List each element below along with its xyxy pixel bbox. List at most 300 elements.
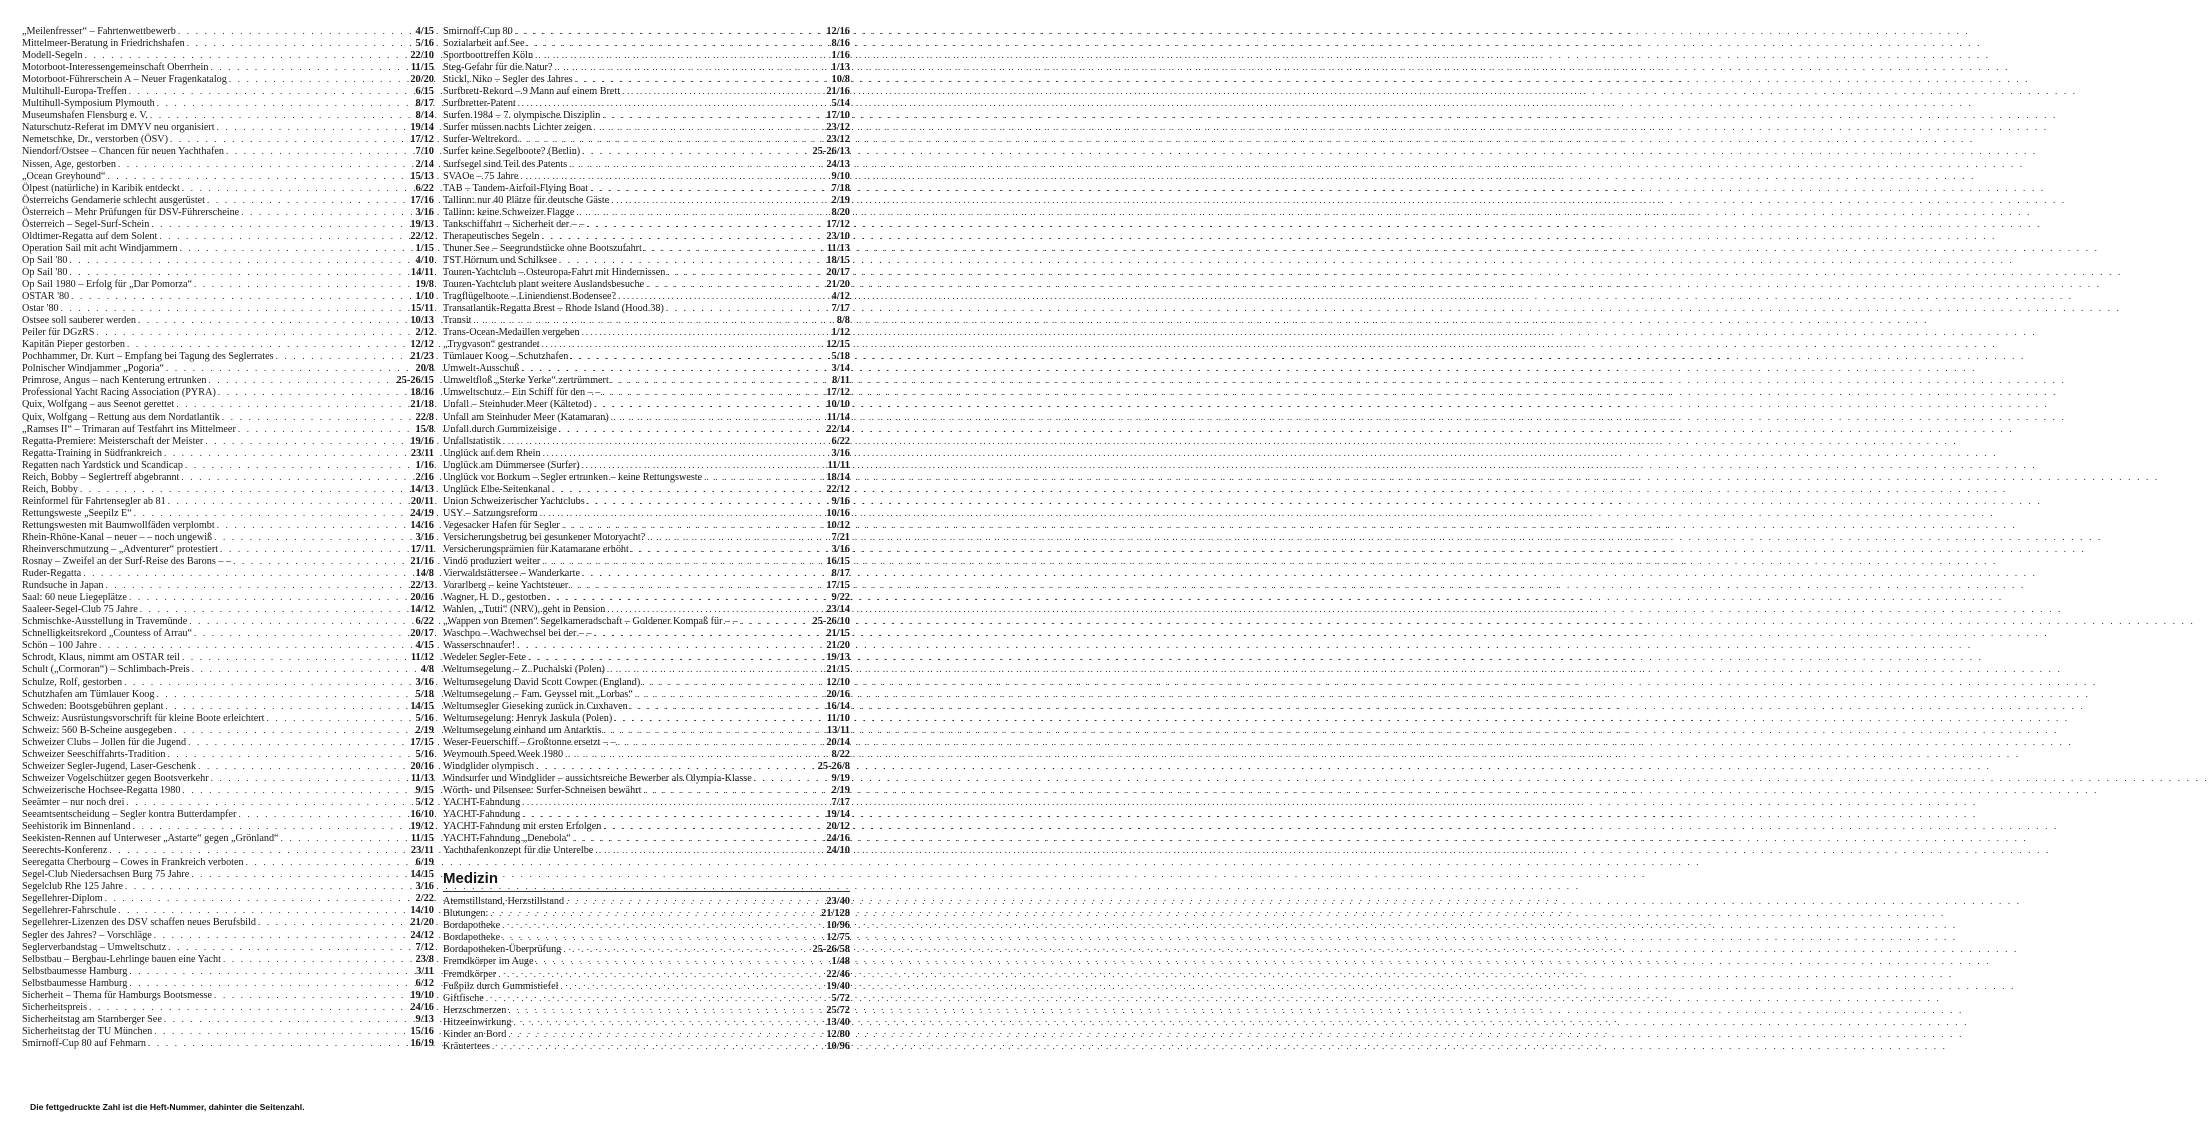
entry-issue-page: 10/96 <box>826 920 850 932</box>
dot-leader <box>536 760 816 772</box>
entry-title: Regatta-Premiere: Meisterschaft der Meister <box>22 435 204 447</box>
entry-title: Surfbretter-Patent <box>443 98 516 110</box>
entry-issue-page: 25/72 <box>826 1004 850 1016</box>
entry-title: Vegesacker Hafen für Segler <box>443 519 560 531</box>
entry-title: Op Sail 1980 – Erfolg für „Dar Pomorza“ <box>22 278 193 290</box>
entry-title: Seeregatta Cherbourg – Cowes in Frankreich verboten <box>22 857 244 869</box>
index-entry <box>443 943 850 955</box>
index-entry <box>443 676 850 688</box>
entry-title: Tallinn: keine Schweizer Flagge <box>443 206 575 218</box>
entry-issue-page: 15/8 <box>415 423 434 435</box>
dot-leader <box>503 435 830 447</box>
entry-issue-page: 21/20 <box>410 917 434 929</box>
entry-title: Schweizer Clubs – Jollen für die Jugend <box>22 736 187 748</box>
entry-title: Steg-Gefahr für die Natur? <box>443 62 553 74</box>
index-entry <box>22 25 434 37</box>
entry-issue-page: 24/16 <box>826 833 850 845</box>
entry-issue-page: 17/10 <box>826 110 850 122</box>
index-entry <box>22 688 434 700</box>
entry-issue-page: 21/23 <box>410 351 434 363</box>
index-entry <box>22 567 434 579</box>
entry-title: TAB – Tandem-Airfoil-Flying Boat <box>443 182 589 194</box>
index-entry <box>22 61 434 73</box>
entry-issue-page: 24/12 <box>410 929 434 941</box>
dot-leader <box>543 447 830 459</box>
entry-title: Surfen 1984 – 7. olympische Disziplin <box>443 110 601 122</box>
index-entry <box>22 965 434 977</box>
index-entry <box>443 567 850 579</box>
index-entry <box>443 242 850 254</box>
index-entry <box>443 314 850 326</box>
dot-leader <box>166 362 414 374</box>
entry-issue-page: 25-26/13 <box>812 146 850 158</box>
entry-issue-page: 6/22 <box>831 435 850 447</box>
dot-leader <box>192 663 419 675</box>
dot-leader <box>520 170 829 182</box>
entry-title: Unfall durch Gummizeisige <box>443 423 557 435</box>
dot-leader <box>586 218 824 230</box>
entry-issue-page: 14/8 <box>415 568 434 580</box>
entry-issue-page: 13/40 <box>826 1016 850 1028</box>
entry-issue-page: 9/16 <box>831 495 850 507</box>
index-entry <box>22 483 434 495</box>
dot-leader <box>474 314 835 326</box>
entry-title: Waschpo – Wachwechsel bei der – – <box>443 628 592 640</box>
entry-issue-page: 3/16 <box>831 447 850 459</box>
index-page <box>0 0 864 1130</box>
entry-title: Regatta-Training in Südfrankreich <box>22 447 162 459</box>
entry-title: Sicherheitstag am Starnberger See <box>22 1013 162 1025</box>
entry-issue-page: 7/10 <box>415 146 434 158</box>
entry-issue-page: 10/96 <box>826 1040 850 1052</box>
entry-issue-page: 8/17 <box>415 98 434 110</box>
entry-issue-page: 21/128 <box>821 908 850 920</box>
dot-leader <box>83 567 413 579</box>
dot-leader <box>181 471 413 483</box>
entry-title: Segler des Jahres? – Vorschläge <box>22 929 152 941</box>
entry-issue-page: 10/12 <box>826 519 850 531</box>
dot-leader <box>194 627 408 639</box>
index-entry <box>443 507 850 519</box>
entry-issue-page: 14/15 <box>410 869 434 881</box>
index-entry <box>22 218 434 230</box>
entry-issue-page: 7/17 <box>831 303 850 315</box>
dot-leader <box>502 919 824 931</box>
entry-issue-page: 17/12 <box>826 218 850 230</box>
entry-issue-page: 25-26/58 <box>812 944 850 956</box>
index-entry <box>22 411 434 423</box>
index-entry <box>443 170 850 182</box>
entry-title: Bordapotheke <box>443 920 501 932</box>
dot-leader <box>611 194 829 206</box>
dot-leader <box>129 977 413 989</box>
medizin-heading: Medizin <box>443 870 498 888</box>
entry-issue-page: 8/17 <box>831 568 850 580</box>
entry-issue-page: 6/22 <box>415 182 434 194</box>
dot-leader <box>570 350 829 362</box>
index-entry <box>443 772 850 784</box>
entry-issue-page: 21/15 <box>826 664 850 676</box>
index-entry <box>443 736 850 748</box>
entry-title: Schön – 100 Jahre <box>22 640 97 652</box>
dot-leader <box>133 820 409 832</box>
dot-leader <box>154 1025 408 1037</box>
index-entry <box>22 929 434 941</box>
index-entry <box>22 892 434 904</box>
index-entry <box>443 895 850 907</box>
entry-title: Schweiz: Ausrüstungsvorschrift für kleine Boote erleichtert <box>22 712 265 724</box>
dot-leader <box>188 736 408 748</box>
entry-issue-page: 14/12 <box>410 604 434 616</box>
entry-issue-page: 23/11 <box>410 447 434 459</box>
dot-leader <box>603 724 824 736</box>
dot-leader <box>187 37 414 49</box>
dot-leader <box>125 880 414 892</box>
entry-issue-page: 19/14 <box>410 122 434 134</box>
dot-leader <box>611 411 825 423</box>
index-entry <box>443 919 850 931</box>
entry-title: Unglück Elbe-Seitenkanal <box>443 483 551 495</box>
entry-issue-page: 15/16 <box>410 1025 434 1037</box>
entry-issue-page: 16/14 <box>826 700 850 712</box>
index-entry <box>443 688 850 700</box>
entry-title: Fremdkörper im Auge <box>443 956 534 968</box>
dot-leader <box>80 483 408 495</box>
entry-issue-page: 13/11 <box>826 724 850 736</box>
index-entry <box>443 374 850 386</box>
dot-leader <box>214 531 413 543</box>
entry-issue-page: 23/40 <box>826 896 850 908</box>
dot-leader <box>563 943 810 955</box>
index-entry <box>443 194 850 206</box>
dot-leader <box>106 579 409 591</box>
index-entry <box>443 531 850 543</box>
entry-title: Peiler für DGzRS <box>22 327 95 339</box>
entry-title: Österreich – Mehr Prüfungen für DSV-Führerscheine <box>22 206 240 218</box>
dot-leader <box>168 495 409 507</box>
entry-title: Weltumsegelung – Fam. Geyssel mit „Lorbas“ <box>443 688 633 700</box>
entry-title: Rundsuche in Japan <box>22 580 104 592</box>
entry-title: Schweizer Segler-Jugend, Laser-Geschenk <box>22 760 197 772</box>
index-entry <box>443 760 850 772</box>
dot-leader <box>559 423 825 435</box>
entry-title: Saaleer-Segel-Club 75 Jahre <box>22 604 138 616</box>
index-entry <box>443 145 850 157</box>
entry-issue-page: 7/12 <box>415 941 434 953</box>
entry-title: Surfbrett-Rekord – 9 Mann auf einem Brett <box>443 86 621 98</box>
index-entry <box>443 796 850 808</box>
entry-title: Quix, Wolfgang – aus Seenot gerettet <box>22 399 175 411</box>
entry-issue-page: 20/11 <box>410 495 434 507</box>
dot-leader <box>174 724 413 736</box>
entry-title: Sozialarbeit auf See <box>443 38 525 50</box>
index-entry <box>443 832 850 844</box>
entry-title: Quix, Wolfgang – Rettung aus dem Nordatlantik <box>22 411 220 423</box>
dot-leader <box>590 182 829 194</box>
entry-issue-page: 24/16 <box>410 1001 434 1013</box>
index-entry <box>22 471 434 483</box>
entry-issue-page: 3/16 <box>415 531 434 543</box>
dot-leader <box>71 290 413 302</box>
index-entry <box>443 1004 850 1016</box>
entry-title: Motorboot-Interessengemeinschaft Oberrhein <box>22 62 209 74</box>
entry-issue-page: 2/19 <box>415 724 434 736</box>
dot-leader <box>281 832 409 844</box>
index-entry <box>443 447 850 459</box>
entry-issue-page: 18/14 <box>826 471 850 483</box>
entry-title: Seeämter – nur noch drei <box>22 797 125 808</box>
entry-issue-page: 7/21 <box>831 531 850 543</box>
entry-title: Wasserschnaufer! <box>443 640 516 652</box>
index-entry <box>443 302 850 314</box>
entry-issue-page: 21/18 <box>410 399 434 411</box>
entry-issue-page: 7/18 <box>831 182 850 194</box>
entry-issue-page: 22/10 <box>410 50 434 62</box>
dot-leader <box>118 904 408 916</box>
dot-leader <box>542 555 824 567</box>
entry-title: Touren-Yachtclub plant weitere Auslandsbesuche <box>443 278 645 290</box>
entry-title: USY – Satzungsreform <box>443 507 538 519</box>
entry-title: Tragflügelboote – Liniendienst Bodensee? <box>443 291 617 303</box>
index-entry <box>22 868 434 880</box>
dot-leader <box>99 639 414 651</box>
dot-leader <box>540 507 825 519</box>
index-entry <box>443 955 850 967</box>
entry-title: Herzschmerzen <box>443 1004 507 1016</box>
index-entry <box>22 423 434 435</box>
dot-leader <box>168 941 413 953</box>
index-entry <box>443 931 850 943</box>
index-entry <box>443 61 850 73</box>
entry-issue-page: 21/20 <box>826 640 850 652</box>
index-entry <box>22 712 434 724</box>
dot-leader <box>576 206 829 218</box>
dot-leader <box>229 73 408 85</box>
index-entry <box>443 218 850 230</box>
index-entry <box>22 398 434 410</box>
index-entry <box>443 326 850 338</box>
dot-leader <box>164 1013 414 1025</box>
entry-title: Sicherheitstag der TU München <box>22 1025 153 1037</box>
dot-leader <box>548 591 829 603</box>
index-entry <box>22 676 434 688</box>
dot-leader <box>246 856 414 868</box>
entry-title: Selbstbaumesse Hamburg <box>22 965 128 977</box>
dot-leader <box>522 808 824 820</box>
entry-issue-page: 2/22 <box>415 893 434 905</box>
index-entry <box>22 808 434 820</box>
index-entry <box>22 194 434 206</box>
dot-leader <box>222 411 414 423</box>
dot-leader <box>573 832 825 844</box>
entry-issue-page: 9/22 <box>831 592 850 604</box>
entry-issue-page: 21/20 <box>826 278 850 290</box>
entry-title: Ölpest (natürliche) in Karibik entdeckt <box>22 182 180 194</box>
entry-title: Fremdkörper <box>443 968 497 980</box>
index-entry <box>443 627 850 639</box>
entry-title: „Meilenfresser“ – Fahrtenwettbewerb <box>22 26 176 37</box>
dot-leader <box>562 519 825 531</box>
footnote: Die fettgedruckte Zahl ist die Heft-Nummer, dahinter die Seitenzahl. <box>30 1102 305 1112</box>
entry-title: Sportboottreffen Köln <box>443 50 534 62</box>
entry-issue-page: 22/8 <box>415 411 434 423</box>
entry-title: Multihull-Symposium Plymouth <box>22 98 155 110</box>
index-entry <box>22 182 434 194</box>
dot-leader <box>643 784 829 796</box>
entry-title: Kräutertees <box>443 1040 490 1052</box>
dot-leader <box>594 398 825 410</box>
entry-issue-page: 23/8 <box>415 953 434 965</box>
entry-title: Unfall – Steinhuder Meer (Kältetod) <box>443 399 592 411</box>
dot-leader <box>198 760 408 772</box>
entry-issue-page: 20/16 <box>410 760 434 772</box>
entry-issue-page: 12/15 <box>826 339 850 351</box>
dot-leader <box>582 459 826 471</box>
entry-issue-page: 25-26/10 <box>812 616 850 628</box>
section-gap <box>443 856 850 866</box>
entry-issue-page: 17/15 <box>410 736 434 748</box>
dot-leader <box>61 302 409 314</box>
entry-title: Ruder-Regatta <box>22 568 82 580</box>
entry-title: Unfallstatistik <box>443 435 501 447</box>
index-entry <box>22 109 434 121</box>
entry-title: Segelclub Rhe 125 Jahre <box>22 881 123 893</box>
entry-title: Niendorf/Ostsee – Chancen für neuen Yachthafen <box>22 146 224 158</box>
index-entry <box>22 97 434 109</box>
dot-leader <box>513 1016 824 1028</box>
dot-leader <box>241 206 413 218</box>
index-entry <box>443 158 850 170</box>
entry-title: Surfer-Weltrekord <box>443 134 518 146</box>
entry-title: Seerechts-Konferenz <box>22 845 108 857</box>
dot-leader <box>528 651 824 663</box>
index-entry <box>443 73 850 85</box>
index-entry <box>22 772 434 784</box>
dot-leader <box>486 992 830 1004</box>
entry-issue-page: 4/15 <box>415 640 434 652</box>
index-entry <box>443 591 850 603</box>
index-entry <box>443 784 850 796</box>
entry-issue-page: 24/13 <box>826 158 850 170</box>
dot-leader <box>492 1040 824 1052</box>
dot-leader <box>217 121 409 133</box>
entry-issue-page: 1/16 <box>831 50 850 62</box>
entry-issue-page: 5/72 <box>831 992 850 1004</box>
index-entry <box>22 362 434 374</box>
dot-leader <box>498 968 824 980</box>
entry-title: Transatlantik-Regatta Brest – Rhode Island (Hood 38) <box>443 303 664 315</box>
entry-title: Kapitän Pieper gestorben <box>22 339 125 351</box>
entry-issue-page: 8/20 <box>831 206 850 218</box>
index-entry <box>443 603 850 615</box>
index-entry <box>443 820 850 832</box>
dot-leader <box>159 230 408 242</box>
index-entry <box>22 615 434 627</box>
index-entry <box>22 170 434 182</box>
index-entry <box>22 254 434 266</box>
dot-leader <box>582 326 830 338</box>
entry-issue-page: 2/19 <box>831 784 850 796</box>
entry-issue-page: 17/12 <box>410 134 434 146</box>
entry-title: Surfer keine Segelboote? (Berlin) <box>443 146 581 158</box>
entry-issue-page: 24/10 <box>826 845 850 857</box>
dot-leader <box>582 567 830 579</box>
entry-title: Op Sail '80 <box>22 254 68 266</box>
entry-issue-page: 4/10 <box>415 254 434 266</box>
entry-title: Weser-Feuerschiff – Großtonne ersetzt – – <box>443 736 616 748</box>
right-index-entries <box>443 25 850 856</box>
entry-issue-page: 8/16 <box>831 38 850 50</box>
entry-title: Hitzeeinwirkung <box>443 1016 512 1028</box>
entry-issue-page: 23/10 <box>826 230 850 242</box>
entry-issue-page: 10/16 <box>826 507 850 519</box>
entry-issue-page: 4/8 <box>420 664 434 676</box>
entry-issue-page: 6/19 <box>415 857 434 869</box>
index-entry <box>443 639 850 651</box>
entry-issue-page: 16/19 <box>410 1037 434 1049</box>
entry-title: YACHT-Fahndung <box>443 809 521 821</box>
entry-title: Selbstbaumesse Hamburg <box>22 977 128 989</box>
entry-issue-page: 5/18 <box>831 351 850 363</box>
index-entry <box>443 49 850 61</box>
index-entry <box>22 579 434 591</box>
index-entry <box>443 844 850 856</box>
entry-title: Schrodt, Klaus, nimmt am OSTAR teil <box>22 652 180 664</box>
index-entry <box>22 386 434 398</box>
dot-leader <box>182 651 409 663</box>
entry-title: Atemstillstand, Herzstillstand <box>443 896 565 908</box>
entry-title: Segellehrer-Diplom <box>22 893 103 905</box>
dot-leader <box>595 844 824 856</box>
entry-issue-page: 5/14 <box>831 98 850 110</box>
dot-leader <box>536 955 830 967</box>
dot-leader <box>666 302 830 314</box>
entry-title: Surfsegel sind Teil des Patents <box>443 158 568 170</box>
index-entry <box>22 73 434 85</box>
entry-title: Weymouth Speed Week 1980 <box>443 748 564 760</box>
entry-issue-page: 22/12 <box>410 230 434 242</box>
index-entry <box>22 627 434 639</box>
dot-leader <box>182 182 414 194</box>
dot-leader <box>614 712 825 724</box>
index-entry <box>443 1016 850 1028</box>
medizin-entries <box>443 895 850 1052</box>
index-entry <box>443 748 850 760</box>
index-entry <box>22 350 434 362</box>
index-entry <box>443 471 850 483</box>
entry-issue-page: 6/12 <box>415 977 434 989</box>
entry-issue-page: 20/20 <box>410 74 434 86</box>
dot-leader <box>518 97 830 109</box>
dot-leader <box>552 483 824 495</box>
entry-title: Wedeler Segler-Fete <box>443 652 526 664</box>
dot-leader <box>210 61 408 73</box>
dot-leader <box>138 314 408 326</box>
medizin-rule <box>443 891 850 892</box>
entry-issue-page: 22/46 <box>826 968 850 980</box>
dot-leader <box>124 676 413 688</box>
entry-title: Therapeutisches Segeln <box>443 230 540 242</box>
index-entry <box>22 663 434 675</box>
entry-title: Schult („Cormoran“) – Schlimbach-Preis <box>22 664 190 676</box>
entry-issue-page: 23/11 <box>410 845 434 857</box>
entry-issue-page: 5/12 <box>415 797 434 808</box>
entry-issue-page: 19/16 <box>410 435 434 447</box>
index-entry <box>22 230 434 242</box>
entry-issue-page: 21/15 <box>826 628 850 640</box>
entry-title: Thuner See – Seegrundstücke ohne Bootszufahrt <box>443 242 642 254</box>
entry-title: Stickl, Niko – Segler des Jahres <box>443 74 573 86</box>
